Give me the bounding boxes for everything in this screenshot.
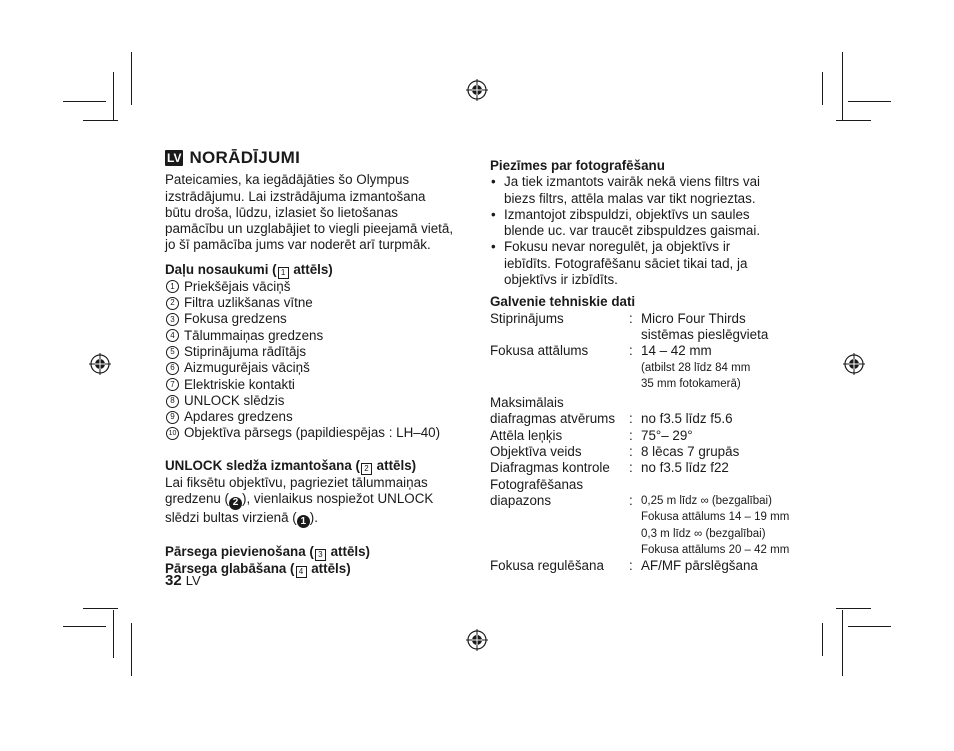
figure-ref: 4	[296, 566, 307, 578]
crop-mark	[131, 52, 132, 105]
table-row: Diafragmas kontrole : no f3.5 līdz f22	[490, 460, 729, 476]
table-row: diapazons : 0,25 m līdz ∞ (bezgalībai) Fokusa attālums 14 – 19 mm 0,3 m līdz ∞ (bezgalībai) Fokusa attālums 20 – 42 mm	[490, 492, 790, 556]
page-title: NORĀDĪJUMI	[189, 148, 301, 167]
notes-list	[490, 174, 810, 288]
crop-mark	[822, 623, 823, 656]
registration-mark-icon	[466, 629, 488, 651]
figure-ref: 2	[361, 463, 372, 475]
list-item: 8 UNLOCK slēdzis	[165, 393, 475, 409]
table-row: Fokusa attālums : 14 – 42 mm	[490, 343, 712, 359]
crop-mark	[822, 72, 823, 105]
crop-mark	[113, 610, 114, 658]
crop-mark	[83, 120, 118, 121]
section-title	[165, 150, 475, 166]
left-column	[165, 150, 475, 578]
figure-ref: 3	[315, 549, 326, 561]
crop-mark	[836, 120, 871, 121]
list-item: 2 Filtra uzlikšanas vītne	[165, 295, 475, 311]
parts-list	[165, 279, 475, 442]
list-item: • Ja tiek izmantots vairāk nekā viens filtrs vai biezs filtrs, attēla malas var tikt nogrieztas.	[490, 174, 810, 207]
crop-mark	[842, 610, 843, 676]
table-row: diafragmas atvērums : no f3.5 līdz f5.6	[490, 411, 733, 427]
language-badge: LV	[167, 151, 182, 166]
crop-mark	[836, 608, 871, 609]
crop-mark	[842, 52, 843, 120]
specs-table	[490, 311, 810, 575]
registration-mark-icon	[466, 79, 488, 101]
table-row: (atbilst 28 līdz 84 mm 35 mm fotokamerā)	[641, 361, 751, 390]
list-item: 4 Tālummaiņas gredzens	[165, 328, 475, 344]
intro-paragraph: Pateicamies, ka iegādājāties šo Olympus izstrādājumu. Lai izstrādājuma izmantošana būtu droša, lūdzu, izlasiet šo lietošanas pamācību un uzglabājiet to viegli pieejamā vietā, jo šī pamācība jums var noderēt arī turpmāk.	[165, 172, 454, 253]
parts-heading: Daļu nosaukumi ( 1 attēls)	[165, 261, 333, 277]
list-item: 1 Priekšējais vāciņš	[165, 279, 475, 295]
table-row: Fokusa regulēšana : AF/MF pārslēgšana	[490, 558, 758, 574]
step-marker: 1	[297, 515, 310, 528]
unlock-paragraph: Lai fiksētu objektīvu, pagrieziet tālummaiņas gredzenu ( 2 ), vienlaikus nospiežot UNLOCK slēdzi bultas virzienā ( 1 ).	[165, 474, 434, 527]
list-item: 10 Objektīva pārsegs (papildiespējas : LH–40)	[165, 425, 475, 441]
list-item: • Fokusu nevar noregulēt, ja objektīvs ir iebīdīts. Fotografēšanu sāciet tikai tad, ja objektīvs ir izbīdīts.	[490, 239, 810, 288]
table-row: Stiprinājums : Micro Four Thirds sistēmas pieslēgvieta	[490, 310, 769, 342]
crop-mark	[63, 626, 106, 627]
crop-mark	[131, 623, 132, 676]
step-marker: 2	[229, 497, 242, 510]
crop-mark	[113, 72, 114, 120]
hood-attach-heading: Pārsega pievienošana ( 3 attēls)	[165, 544, 371, 560]
footer-lang: LV	[185, 573, 201, 588]
unlock-heading: UNLOCK sledža izmantošana ( 2 attēls)	[165, 457, 417, 473]
table-row: Maksimālais	[490, 395, 564, 411]
right-column	[490, 158, 810, 574]
list-item: 7 Elektriskie kontakti	[165, 377, 475, 393]
crop-mark	[848, 626, 891, 627]
list-item: 5 Stiprinājuma rādītājs	[165, 344, 475, 360]
list-item: 6 Aizmugurējais vāciņš	[165, 360, 475, 376]
registration-mark-icon	[89, 353, 111, 375]
list-item: • Izmantojot zibspuldzi, objektīvs un saules blende uc. var traucēt zibspuldzes gaismai.	[490, 207, 810, 240]
page-footer	[165, 572, 201, 589]
specs-heading: Galvenie tehniskie dati	[490, 294, 636, 310]
list-item: 9 Apdares gredzens	[165, 409, 475, 425]
crop-mark	[848, 101, 891, 102]
hood-store-heading: Pārsega glabāšana ( 4 attēls)	[165, 561, 351, 577]
figure-ref: 1	[278, 267, 289, 279]
registration-mark-icon	[843, 353, 865, 375]
table-row: Fotografēšanas	[490, 476, 584, 492]
crop-mark	[83, 608, 118, 609]
notes-heading: Piezīmes par fotografēšanu	[490, 158, 665, 173]
table-row: Objektīva veids : 8 lēcas 7 grupās	[490, 444, 740, 460]
crop-mark	[63, 101, 106, 102]
page-number: 32	[165, 572, 182, 589]
table-row: Attēla leņķis : 75°– 29°	[490, 427, 693, 443]
list-item: 3 Fokusa gredzens	[165, 311, 475, 327]
